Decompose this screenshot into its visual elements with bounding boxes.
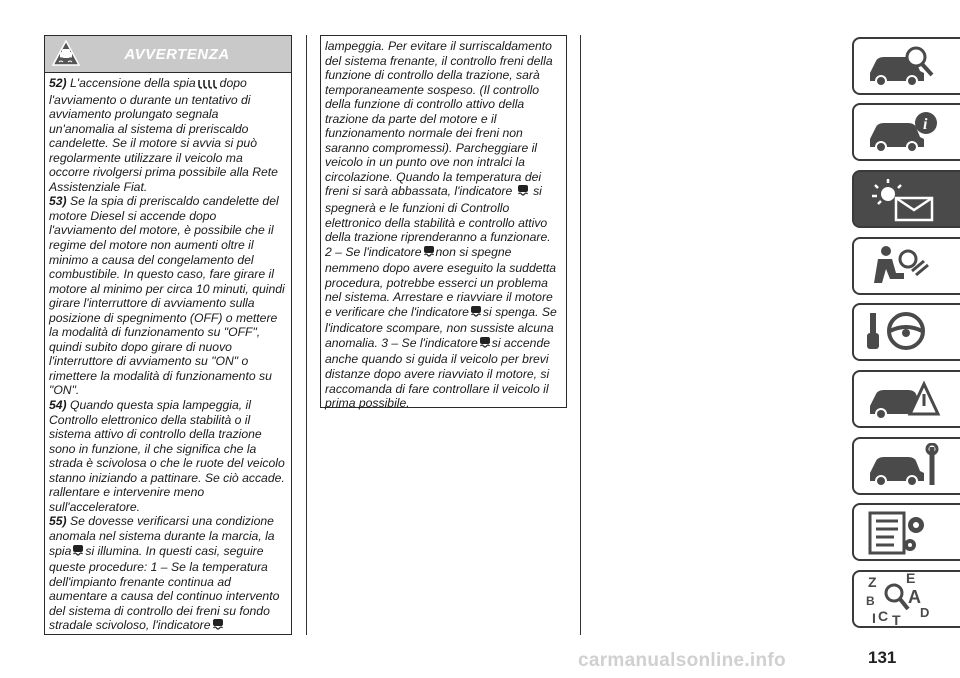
stability-control-icon: [423, 245, 435, 262]
page-number: 131: [868, 648, 897, 667]
note-number: 53): [49, 194, 67, 209]
column-divider: [580, 35, 581, 635]
tab-warning-lights[interactable]: [852, 170, 960, 228]
note-55: [49, 514, 285, 634]
tab-safety-info[interactable]: [852, 103, 960, 161]
note-text: Quando questa spia lampeggia, il Controllo elettronico della stabilità o il sistema attivo di controllo della trazione sono in funzione, il che significa che la strada è scivolosa o che le ruote del veicolo stanno iniziando a pattinare. Se ciò accade. rallentare e intervenire meno sull'acceleratore.: [49, 398, 285, 514]
stability-control-icon: [517, 184, 529, 201]
paragraph-text: non si spegne nemmeno dopo avere eseguito la suddetta procedura, potrebbe esserci un problema nel sistema. Arrestare e riavviare il motore e verificare che l'indicatore: [325, 244, 557, 319]
checklist-gears-icon: [864, 509, 944, 555]
warning-light-envelope-icon: [864, 176, 944, 222]
car-info-icon: [864, 109, 944, 155]
warning-box: [44, 35, 292, 635]
seat-airbag-icon: [864, 243, 944, 289]
tab-safety[interactable]: [852, 237, 960, 295]
warning-continuation-box: [320, 35, 567, 411]
column-divider: [306, 35, 307, 635]
svg-text:D: D: [920, 605, 930, 620]
glow-plug-icon: [197, 78, 219, 93]
tab-index[interactable]: [852, 570, 960, 628]
watermark: carmanualsonline.info: [578, 650, 786, 671]
paragraph-text: lampeggia. Per evitare il surriscaldamento del sistema frenante, il controllo freni della funzione di controllo della trazione, sarà temporaneamente sospeso. (Il controllo della funzione di controllo attivo della trazione da parte del motore e il funzionamento normale dei freni non saranno compromessi). Parcheggiare il veicolo in un punto ove non intralci la circolazione. Quando la temperatura dei freni si sarà abbassata, l'indicatore: [325, 39, 553, 199]
note-number: 55): [49, 514, 67, 529]
paragraph-text: 2 – Se l'indicatore: [325, 244, 422, 259]
note-text: si illumina. In questi casi, seguire queste procedure: 1 – Se la temperatura dell'impianto frenante continua ad aumentare a causa del continuo intervento del sistema di controllo dei freni su fondo stradale scivoloso, l'indicatore: [49, 543, 280, 633]
stability-control-icon: [479, 336, 491, 353]
svg-text:Z: Z: [868, 574, 877, 590]
warning-header: [45, 36, 291, 73]
svg-text:i: i: [923, 116, 928, 133]
alphabet-index-icon: [864, 571, 944, 627]
note-text: Se dovesse verificarsi una condizione anomala nel sistema durante la marcia, la spia: [49, 514, 275, 558]
key-steering-wheel-icon: [864, 309, 944, 355]
stability-control-icon: [212, 618, 224, 635]
note-text: L'accensione della spia: [70, 76, 196, 90]
continuation-paragraph-2: [325, 245, 560, 411]
svg-text:I: I: [872, 610, 876, 626]
tab-starting-driving[interactable]: [852, 303, 960, 361]
car-skid-warning-icon: [49, 37, 83, 71]
note-54: [49, 398, 285, 514]
warning-notes: [45, 73, 291, 635]
svg-text:C: C: [878, 608, 889, 624]
note-text: dopo l'avviamento o durante un tentativo di avviamento prolungato segnala un'anomalia al sistema di preriscaldo candelette. Se il motore si avvia si può regolarmente utilizzare il veicolo ma occorre rivolgersi prima possibile alla Rete Assistenziale Fiat.: [49, 76, 278, 194]
note-53: [49, 194, 285, 398]
continuation-text: [321, 36, 566, 411]
svg-text:B: B: [866, 594, 875, 608]
tab-in-an-emergency[interactable]: [852, 370, 960, 428]
note-number: 54): [49, 398, 67, 413]
warning-title: AVVERTENZA: [124, 45, 230, 63]
paragraph-text: si spegnerà e le funzioni di Controllo elettronico della stabilità e controllo attivo della trazione riprenderanno a funzionare.: [325, 184, 551, 245]
tab-knowing-the-car[interactable]: [852, 37, 960, 95]
continuation-paragraph-1: [325, 39, 560, 245]
svg-text:A: A: [908, 587, 921, 607]
tab-servicing-maintenance[interactable]: [852, 437, 960, 495]
car-dashboard-magnifier-icon: [864, 43, 944, 89]
svg-text:T: T: [892, 612, 901, 627]
stability-control-icon: [72, 544, 84, 561]
paragraph-text: si spenga. Se l'indicatore scompare, non sussiste alcuna anomalia. 3 – Se l'indicatore: [325, 304, 557, 350]
car-wrench-icon: [864, 443, 944, 489]
paragraph-text: si accende anche quando si guida il veicolo per brevi distanze dopo avere riavviato il motore, si raccomanda di fare controllare il veicolo il prima possibile.: [325, 335, 550, 411]
tab-technical-data[interactable]: [852, 503, 960, 561]
car-emergency-icon: [864, 376, 944, 422]
note-text: Se la spia di preriscaldo candelette del motore Diesel si accende dopo l'avviamento del motore, è possibile che il regime del motore non aumenti oltre il minimo a causa del congelamento del combustibile. In questo caso, fare girare il motore al minimo per circa 10 minuti, quindi girare l'interruttore di avviamento sulla posizione di spegnimento (OFF) o mettere la modalità di funzionamento su "OFF", quindi subito dopo girare di nuovo l'interruttore di avviamento su "ON" o rimettere la modalità di funzionamento su "ON".: [49, 194, 285, 398]
note-52: [49, 76, 285, 194]
stability-control-icon: [470, 305, 482, 322]
svg-text:E: E: [906, 571, 916, 586]
note-number: 52): [49, 76, 67, 90]
